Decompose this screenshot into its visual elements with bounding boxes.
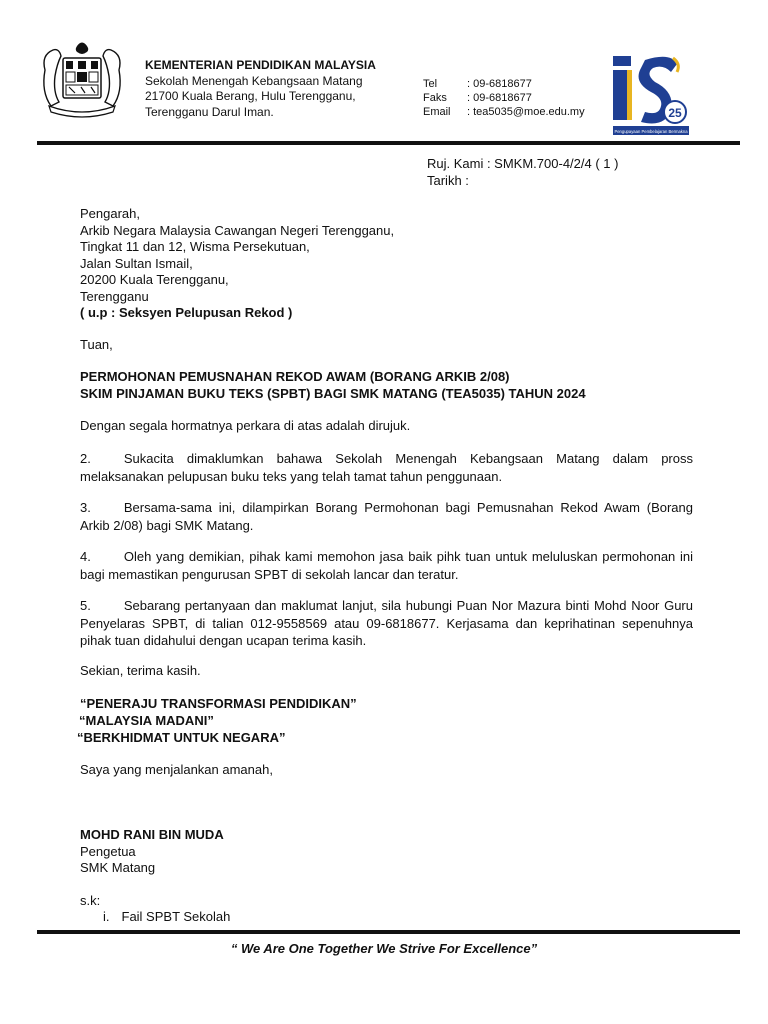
logo-number: 25	[668, 106, 682, 120]
paragraph-number: 5.	[80, 598, 91, 613]
slogan-3: “BERKHIDMAT UNTUK NEGARA”	[77, 730, 286, 745]
paragraph-number: 3.	[80, 500, 91, 515]
trust-line: Saya yang menjalankan amanah,	[80, 762, 273, 777]
header-divider	[37, 141, 740, 145]
recipient-line: Tingkat 11 dan 12, Wisma Persekutuan,	[80, 239, 310, 254]
contact-value: : 09-6818677	[467, 92, 532, 104]
date-field: Tarikh :	[427, 172, 469, 188]
school-address-line1: 21700 Kuala Berang, Hulu Terengganu,	[145, 89, 356, 103]
contact-fax	[423, 91, 585, 105]
subject-line2: SKIM PINJAMAN BUKU TEKS (SPBT) BAGI SMK MATANG (TEA5035) TAHUN 2024	[80, 385, 586, 401]
school-name: Sekolah Menengah Kebangsaan Matang	[145, 73, 363, 88]
paragraph-5	[80, 597, 693, 650]
contact-block	[423, 77, 585, 119]
salutation: Tuan,	[80, 337, 113, 352]
opening-line: Dengan segala hormatnya perkara di atas adalah dirujuk.	[80, 418, 411, 433]
school-address-line2: Terengganu Darul Iman.	[145, 104, 274, 119]
contact-tel	[423, 77, 585, 91]
ministry-name: KEMENTERIAN PENDIDIKAN MALAYSIA	[145, 58, 376, 72]
logo-caption: Pengupayaan Pembelajaran Bermakna	[614, 129, 688, 134]
paragraph-number: 4.	[80, 549, 91, 564]
slogan-1: “PENERAJU TRANSFORMASI PENDIDIKAN”	[80, 696, 357, 711]
cc-item-number: i.	[103, 909, 110, 924]
subject-line1: PERMOHONAN PEMUSNAHAN REKOD AWAM (BORANG ARKIB 2/08)	[80, 369, 510, 384]
attention-line: ( u.p : Seksyen Pelupusan Rekod )	[80, 305, 293, 320]
paragraph-text: Bersama-sama ini, dilampirkan Borang Permohonan bagi Pemusnahan Rekod Awam (Borang Arkib 2/08) bagi SMK Matang.	[80, 500, 693, 533]
contact-label: Faks	[423, 92, 447, 104]
recipient-address	[80, 206, 394, 322]
recipient-line: 20200 Kuala Terengganu,	[80, 272, 229, 287]
reference-number: Ruj. Kami : SMKM.700-4/2/4 ( 1 )	[427, 156, 619, 171]
paragraph-text: Sukacita dimaklumkan bahawa Sekolah Menengah Kebangsaan Matang dalam pross melaksanakan pelupusan buku teks yang telah tamat tahun penggunaan.	[80, 451, 693, 484]
recipient-line: Arkib Negara Malaysia Cawangan Negeri Terengganu,	[80, 222, 395, 238]
recipient-line: Jalan Sultan Ismail,	[80, 255, 193, 271]
subject	[80, 369, 586, 402]
cc-item	[103, 909, 230, 926]
paragraph-text: Sebarang pertanyaan dan maklumat lanjut, sila hubungi Puan Nor Mazura binti Mohd Noor Guru Penyelaras SPBT, di talian 012-9558569 atau 09-6818677. Kerjasama dan keprihatinan sepenuhnya pihak tuan didahului dengan ucapan terima kasih.	[80, 598, 693, 648]
signatory-position: Pengetua	[80, 843, 136, 859]
paragraph-2	[80, 450, 693, 485]
contact-label: Email	[423, 106, 451, 118]
signatory-block	[80, 827, 224, 877]
recipient-line: Pengarah,	[80, 206, 140, 221]
signatory-name: MOHD RANI BIN MUDA	[80, 827, 224, 842]
paragraph-number: 2.	[80, 451, 91, 466]
footer-motto: “ We Are One Together We Strive For Excellence”	[230, 941, 538, 956]
contact-email	[423, 105, 585, 119]
malaysia-coat-of-arms-icon	[33, 40, 131, 122]
paragraph-4	[80, 548, 693, 583]
letterhead	[145, 58, 376, 120]
paragraph-text: Oleh yang demikian, pihak kami memohon jasa baik pihk tuan untuk meluluskan permohonan ini bagi memastikan pengurusan SPBT di sekolah lancar dan teratur.	[80, 549, 693, 582]
cc-item-text: Fail SPBT Sekolah	[121, 909, 231, 924]
footer-divider	[37, 930, 740, 934]
paragraph-3	[80, 499, 693, 534]
reference-block	[427, 156, 618, 189]
closing-line: Sekian, terima kasih.	[80, 663, 201, 678]
contact-value: : 09-6818677	[467, 78, 532, 90]
cc-label: s.k:	[80, 893, 101, 908]
contact-label: Tel	[423, 78, 438, 90]
contact-value: : tea5035@moe.edu.my	[467, 106, 585, 118]
ts25-program-logo-icon	[611, 50, 691, 140]
slogan-2: “MALAYSIA MADANI”	[79, 713, 214, 728]
recipient-line: Terengganu	[80, 288, 149, 304]
signatory-school: SMK Matang	[80, 860, 156, 875]
